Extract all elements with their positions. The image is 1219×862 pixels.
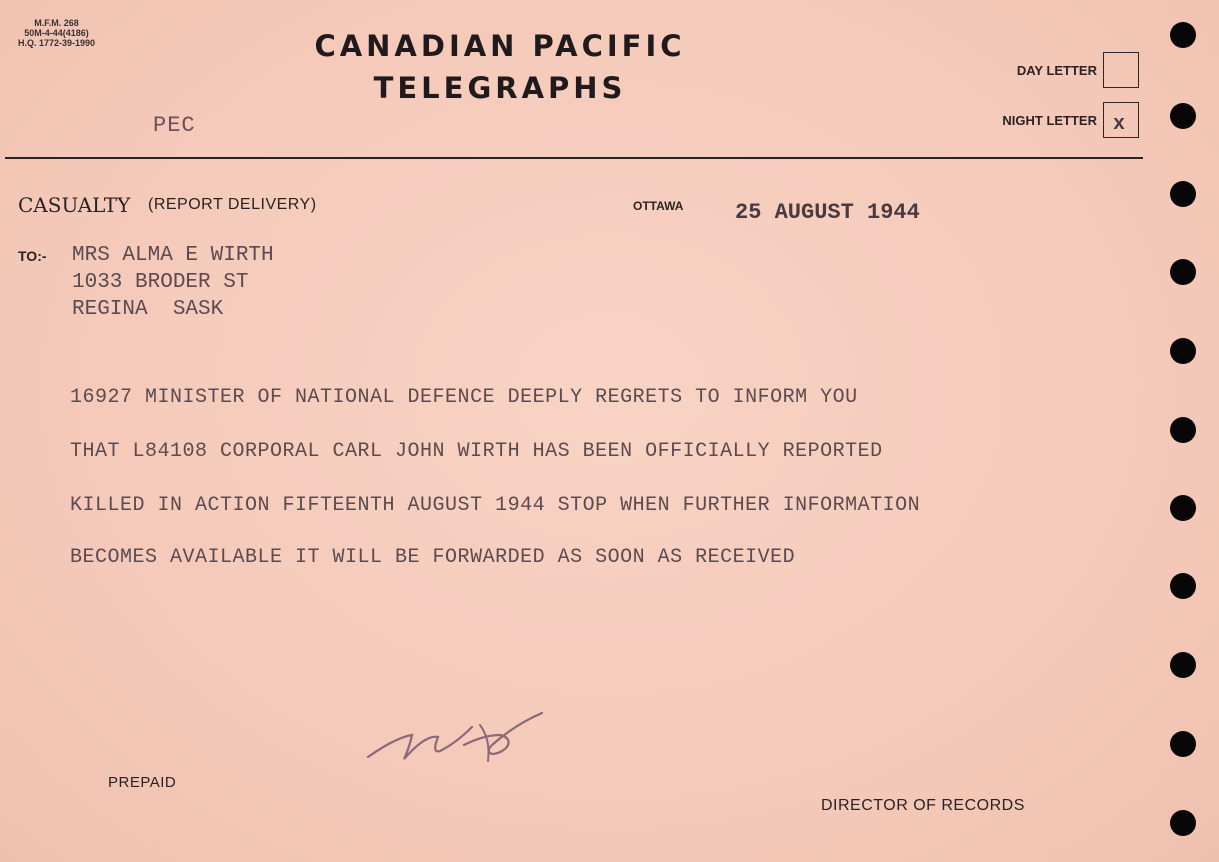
company-name: CANADIAN PACIFIC: [314, 29, 686, 63]
recipient-city: REGINA SASK: [72, 298, 224, 321]
telegram-date: 25 AUGUST 1944: [735, 200, 920, 225]
telegram-type: CASUALTY: [18, 193, 131, 217]
night-letter-option: [1002, 102, 1139, 138]
day-letter-option: [1017, 52, 1139, 88]
night-letter-checkbox: [1103, 102, 1139, 138]
signatory-title: DIRECTOR OF RECORDS: [821, 797, 1025, 814]
feed-hole: [1170, 417, 1196, 443]
night-letter-mark: x: [1113, 113, 1126, 136]
message-line: THAT L84108 CORPORAL CARL JOHN WIRTH HAS BEEN OFFICIALLY REPORTED: [70, 440, 883, 463]
form-code-line: M.F.M. 268: [34, 18, 79, 28]
company-subtitle: TELEGRAPHS: [373, 71, 627, 105]
telegram-subtype: (REPORT DELIVERY): [148, 196, 317, 213]
sender-code: PEC: [153, 113, 196, 138]
feed-hole: [1170, 22, 1196, 48]
message-line: BECOMES AVAILABLE IT WILL BE FORWARDED AS SOON AS RECEIVED: [70, 546, 796, 569]
message-line: KILLED IN ACTION FIFTEENTH AUGUST 1944 STOP WHEN FURTHER INFORMATION: [70, 494, 921, 517]
night-letter-label: NIGHT LETTER: [1002, 112, 1097, 128]
message-line: 16927 MINISTER OF NATIONAL DEFENCE DEEPLY REGRETS TO INFORM YOU: [70, 386, 858, 409]
company-letterhead: [290, 28, 710, 106]
feed-hole: [1170, 181, 1196, 207]
feed-hole: [1170, 495, 1196, 521]
feed-hole: [1170, 731, 1196, 757]
header-divider: [5, 157, 1143, 159]
day-letter-checkbox: [1103, 52, 1139, 88]
feed-hole: [1170, 103, 1196, 129]
handwritten-initials: [360, 705, 550, 770]
recipient-name: MRS ALMA E WIRTH: [72, 244, 274, 267]
form-code-line: 50M-4-44(4186): [24, 28, 89, 38]
prepaid-label: PREPAID: [108, 774, 177, 791]
feed-hole: [1170, 810, 1196, 836]
feed-hole: [1170, 338, 1196, 364]
form-codes: [18, 18, 95, 48]
feed-hole: [1170, 652, 1196, 678]
day-letter-label: DAY LETTER: [1016, 62, 1097, 78]
feed-hole: [1170, 259, 1196, 285]
recipient-label: TO:-: [18, 248, 47, 264]
feed-hole: [1170, 573, 1196, 599]
origin-place: OTTAWA: [633, 199, 684, 213]
recipient-street: 1033 BRODER ST: [72, 271, 249, 294]
form-code-line: H.Q. 1772-39-1990: [18, 38, 96, 48]
tractor-feed-holes: [1170, 22, 1198, 842]
